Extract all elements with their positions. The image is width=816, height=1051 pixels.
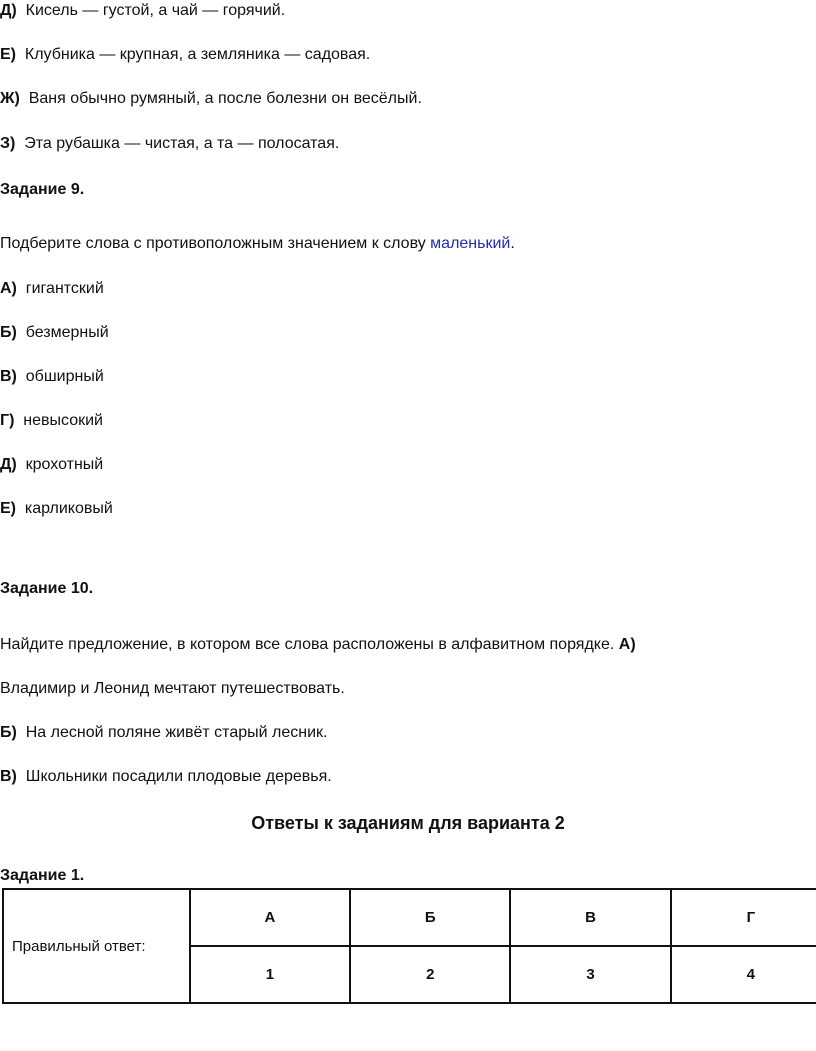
option-text: гигантский: [25, 280, 104, 297]
table-row: [3, 889, 816, 946]
task9-option-d: [0, 455, 103, 475]
option-letter: Е): [0, 500, 16, 517]
statement-z: [0, 134, 339, 154]
option-text: Кисель — густой, а чай — горячий.: [25, 2, 286, 19]
option-text: невысокий: [23, 412, 103, 429]
option-letter: Ж): [0, 90, 20, 107]
answers-heading: Ответы к заданиям для варианта 2: [251, 813, 565, 833]
statement-d: [0, 1, 285, 21]
option-text: Школьники посадили плодовые деревья.: [25, 768, 332, 785]
option-letter: Д): [0, 456, 17, 473]
table-cell: В: [510, 889, 670, 946]
option-text: карликовый: [24, 500, 113, 517]
task10-option-v: [0, 767, 332, 787]
task10-option-b: [0, 723, 327, 743]
statement-e: [0, 45, 370, 65]
task10-title: Задание 10.: [0, 580, 94, 597]
task10-option-a: Владимир и Леонид мечтают путешествовать.: [0, 680, 345, 697]
task9-title: Задание 9.: [0, 181, 85, 198]
table-cell: А: [190, 889, 350, 946]
option-text: безмерный: [25, 324, 109, 341]
task9-option-g: [0, 411, 103, 431]
question-end: .: [510, 235, 515, 252]
option-letter: В): [0, 768, 17, 785]
option-letter: Е): [0, 46, 16, 63]
option-letter: Б): [0, 724, 17, 741]
task9-option-e: [0, 499, 113, 519]
table-cell: 1: [190, 946, 350, 1003]
option-text: Ваня обычно румяный, а после болезни он весёлый.: [28, 90, 422, 107]
table-cell: Г: [671, 889, 816, 946]
answers-table: [2, 888, 816, 1004]
option-letter: А): [0, 280, 17, 297]
table-cell: Б: [350, 889, 510, 946]
question-text: Найдите предложение, в котором все слова расположены в алфавитном порядке.: [0, 636, 615, 653]
option-letter: З): [0, 135, 16, 152]
keyword: маленький: [430, 235, 511, 252]
option-letter: В): [0, 368, 17, 385]
option-text: обширный: [25, 368, 104, 385]
task9-option-v: [0, 367, 104, 387]
answers-task1-title: Задание 1.: [0, 867, 85, 884]
option-text: Клубника — крупная, а земляника — садовая.: [24, 46, 371, 63]
option-text: крохотный: [25, 456, 104, 473]
task10-question: [0, 635, 636, 655]
option-letter: Б): [0, 324, 17, 341]
table-cell: 2: [350, 946, 510, 1003]
task9-option-b: [0, 323, 109, 343]
statement-zh: [0, 89, 422, 109]
task9-question: [0, 234, 515, 254]
option-text: На лесной поляне живёт старый лесник.: [25, 724, 328, 741]
option-letter: А): [618, 636, 636, 653]
option-letter: Д): [0, 2, 17, 19]
option-letter: Г): [0, 412, 15, 429]
table-cell: 3: [510, 946, 670, 1003]
question-text: Подберите слова с противоположным значением к слову: [0, 235, 431, 252]
task9-option-a: [0, 279, 104, 299]
table-cell: 4: [671, 946, 816, 1003]
row-label: Правильный ответ:: [3, 889, 190, 1003]
option-text: Эта рубашка — чистая, а та — полосатая.: [24, 135, 340, 152]
